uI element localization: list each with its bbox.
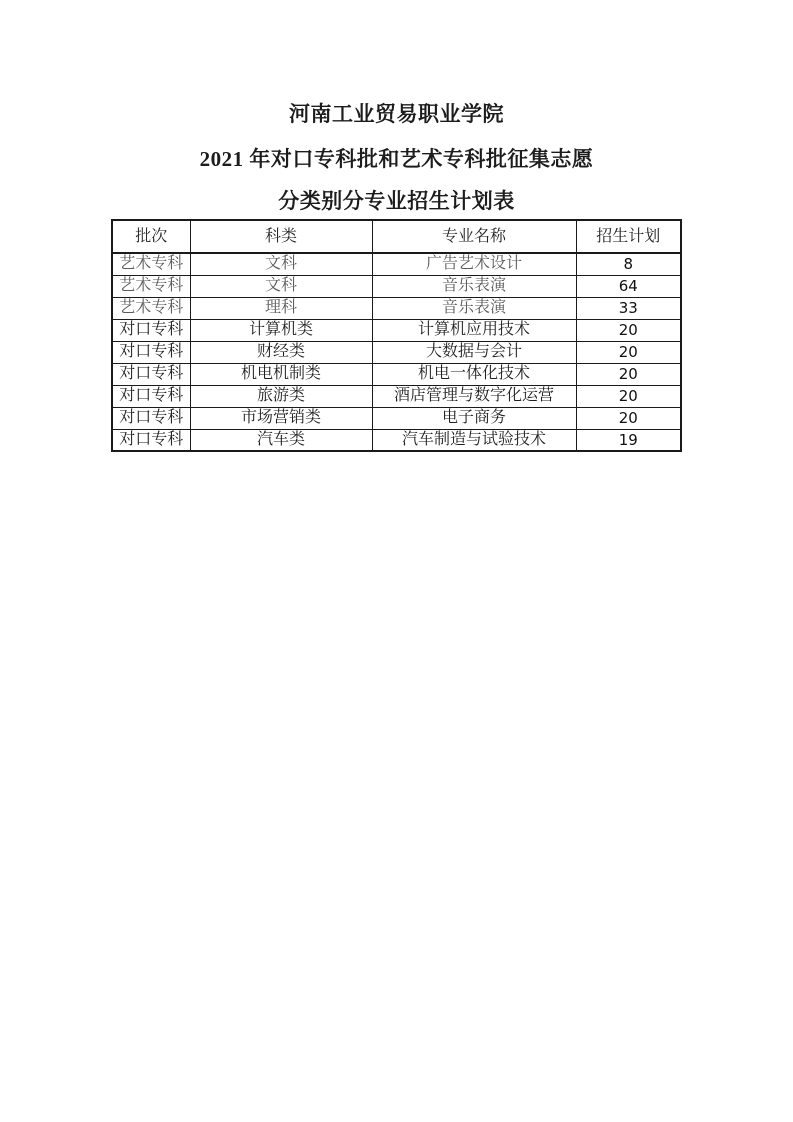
cell-category: 文科 <box>190 253 372 275</box>
cell-category: 旅游类 <box>190 385 372 407</box>
cell-batch: 对口专科 <box>112 385 190 407</box>
table-row <box>112 363 681 385</box>
cell-batch: 艺术专科 <box>112 297 190 319</box>
cell-plan: 8 <box>576 253 681 275</box>
cell-major: 电子商务 <box>372 407 576 429</box>
table-row <box>112 297 681 319</box>
cell-category: 财经类 <box>190 341 372 363</box>
cell-category: 计算机类 <box>190 319 372 341</box>
table-row <box>112 319 681 341</box>
table-header-row <box>112 220 681 253</box>
cell-batch: 对口专科 <box>112 429 190 451</box>
enrollment-plan-table <box>111 219 682 452</box>
cell-category: 机电机制类 <box>190 363 372 385</box>
table-row <box>112 253 681 275</box>
cell-category: 理科 <box>190 297 372 319</box>
cell-major: 大数据与会计 <box>372 341 576 363</box>
cell-major: 汽车制造与试验技术 <box>372 429 576 451</box>
cell-category: 市场营销类 <box>190 407 372 429</box>
header-batch: 批次 <box>112 220 190 253</box>
header-enrollment-plan: 招生计划 <box>576 220 681 253</box>
cell-plan: 20 <box>576 385 681 407</box>
header-major-name: 专业名称 <box>372 220 576 253</box>
table-row <box>112 275 681 297</box>
cell-major: 计算机应用技术 <box>372 319 576 341</box>
cell-batch: 对口专科 <box>112 407 190 429</box>
page-title: 河南工业贸易职业学院 <box>289 102 504 126</box>
cell-category: 汽车类 <box>190 429 372 451</box>
page-subtitle-table-name: 分类别分专业招生计划表 <box>278 189 515 213</box>
cell-major: 音乐表演 <box>372 297 576 319</box>
cell-major: 音乐表演 <box>372 275 576 297</box>
cell-plan: 20 <box>576 319 681 341</box>
cell-category: 文科 <box>190 275 372 297</box>
cell-plan: 64 <box>576 275 681 297</box>
header-category: 科类 <box>190 220 372 253</box>
cell-major: 广告艺术设计 <box>372 253 576 275</box>
page-subtitle-batch: 2021 年对口专科批和艺术专科批征集志愿 <box>199 147 594 171</box>
cell-plan: 20 <box>576 363 681 385</box>
table-row <box>112 407 681 429</box>
cell-plan: 20 <box>576 407 681 429</box>
cell-batch: 对口专科 <box>112 341 190 363</box>
cell-batch: 对口专科 <box>112 363 190 385</box>
cell-batch: 对口专科 <box>112 319 190 341</box>
cell-plan: 19 <box>576 429 681 451</box>
cell-plan: 33 <box>576 297 681 319</box>
table-row <box>112 429 681 451</box>
cell-plan: 20 <box>576 341 681 363</box>
cell-major: 机电一体化技术 <box>372 363 576 385</box>
cell-batch: 艺术专科 <box>112 253 190 275</box>
table-row <box>112 341 681 363</box>
cell-major: 酒店管理与数字化运营 <box>372 385 576 407</box>
cell-batch: 艺术专科 <box>112 275 190 297</box>
table-row <box>112 385 681 407</box>
